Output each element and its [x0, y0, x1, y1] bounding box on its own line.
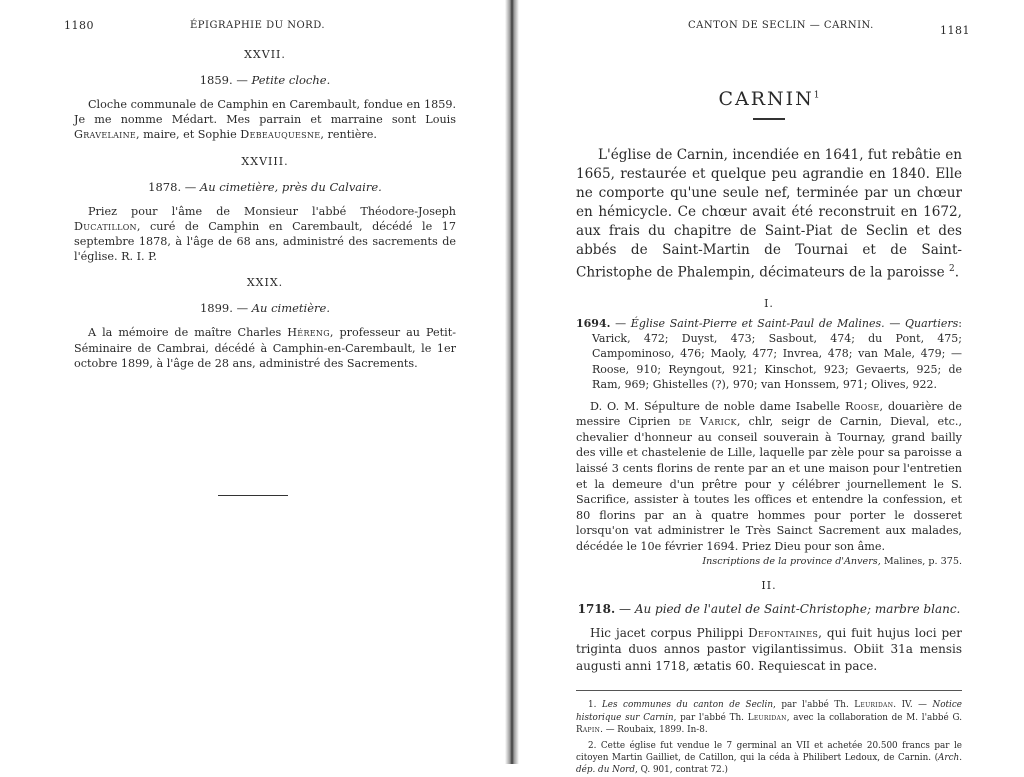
inscription-numeral: XXVII.	[244, 48, 286, 61]
source-citation: Inscriptions de la province d'Anvers, Malines, p. 375.	[702, 555, 962, 567]
inscription-text: D. O. M. Sépulture de noble dame Isabelle Roose, douarière de messire Ciprien de Varick, chlr, seigr de Carnin, Dieval, etc., chevalier d'honneur au conseil souverain à Tournay, grand bailly des ville et chastelenie de Lille, laquelle par zèle pour sa paroisse a laissé 3 cents florins de rente par an et une maison pour l'entretien et la demeure d'un prêtre pour y célébrer journellement le S. Sacrifice, assister à toutes les offices et entendre la confession, et 80 florins par an à quatre hommes pour porter le dosseret lorsqu'on vat administrer le Très Sainct Sacrement aux malades, décédée le 10e février 1694. Priez Dieu pour son âme.	[576, 399, 962, 553]
section-numeral: I.	[764, 296, 774, 310]
left-running-head: ÉPIGRAPHIE DU NORD.	[190, 20, 326, 31]
footnote-rule	[576, 690, 962, 691]
intro-paragraph: L'église de Carnin, incendiée en 1641, fut rebâtie en 1665, restaurée et quelque peu agrandie en 1840. Elle ne comporte qu'une seule nef, terminée par un chœur en hémicycle. Ce chœur avait été reconstruit en 1672, aux frais du chapitre de Saint-Piat de Seclin et des abbés de Saint-Martin de Tournai et de Saint-Christophe de Phalempin, décimateurs de la paroisse $^2$.	[576, 147, 962, 281]
inscription-text: A la mémoire de maître Charles Héreng, professeur au Petit-Séminaire de Cambrai, décédé à Camphin-en-Carembault, le 1er octobre 1899, à l'âge de 28 ans, administré des Sacrements.	[74, 326, 456, 370]
inscription-numeral: XXVIII.	[241, 154, 289, 168]
inscription-text: Hic jacet corpus Philippi Defontaines, qui fuit hujus loci per triginta duos annos pastor vigilantissimus. Obiit 31a mensis augusti anni 1718, ætatis 60. Requiescat in pace.	[576, 625, 963, 673]
inscription-heading: 1859. — Petite cloche.	[199, 73, 331, 87]
inscription-heading: 1878. — Au cimetière, près du Calvaire.	[148, 179, 382, 194]
title-rule	[753, 118, 785, 120]
right-page-body	[576, 88, 962, 777]
footnote: 2. Cette église fut vendue le 7 germinal an VII et achetée 20.500 francs par le citoyen Martin Gailliet, de Catillon, qui la céda à Philibert Ledoux, de Carnin. (Arch. dép. du Nord, Q. 901, contrat 72.)	[576, 741, 962, 776]
inscription-numeral: XXIX.	[246, 276, 284, 290]
page-title: CARNIN$^1$	[718, 88, 820, 110]
section-heading: 1718. — Au pied de l'autel de Saint-Christophe; marbre blanc.	[577, 601, 961, 616]
end-rule	[218, 495, 288, 496]
section-heading: 1694. — Église Saint-Pierre et Saint-Paul de Malines. — Quartiers: Varick, 472; Duyst, 473; Sasbout, 474; du Pont, 475; Campominoso, 476; Maoly, 477; Invrea, 478; van Male, 479; — Roose, 910; Reyngout, 921; Kinschot, 923; Gevaerts, 925; de Ram, 969; Ghistelles (?), 970; van Honssem, 971; Olives, 922.	[576, 316, 963, 392]
section-numeral: II.	[761, 578, 777, 592]
inscription-text: Priez pour l'âme de Monsieur l'abbé Théodore-Joseph Ducatillon, curé de Camphin en Carembault, décédé le 17 septembre 1878, à l'âge de 68 ans, administré des sacrements de l'église. R. I. P.	[74, 204, 456, 264]
inscription-heading: 1899. — Au cimetière.	[199, 301, 330, 316]
left-page-number: 1180	[64, 19, 94, 32]
inscription-text: Cloche communale de Camphin en Carembault, fondue en 1859. Je me nomme Médart. Mes parrain et marraine sont Louis Gravelaine, maire, et Sophie Debeauquesne, rentière.	[74, 98, 456, 142]
right-running-head: CANTON DE SECLIN — CARNIN.	[688, 20, 874, 31]
footnote: 1. Les communes du canton de Seclin, par l'abbé Th. Leuridan. IV. — Notice historique sur Carnin, par l'abbé Th. Leuridan, avec la collaboration de M. l'abbé G. Rapin. — Roubaix, 1899. In-8.	[576, 700, 963, 735]
left-page-body	[74, 48, 456, 371]
right-page-number: 1181	[940, 24, 970, 37]
